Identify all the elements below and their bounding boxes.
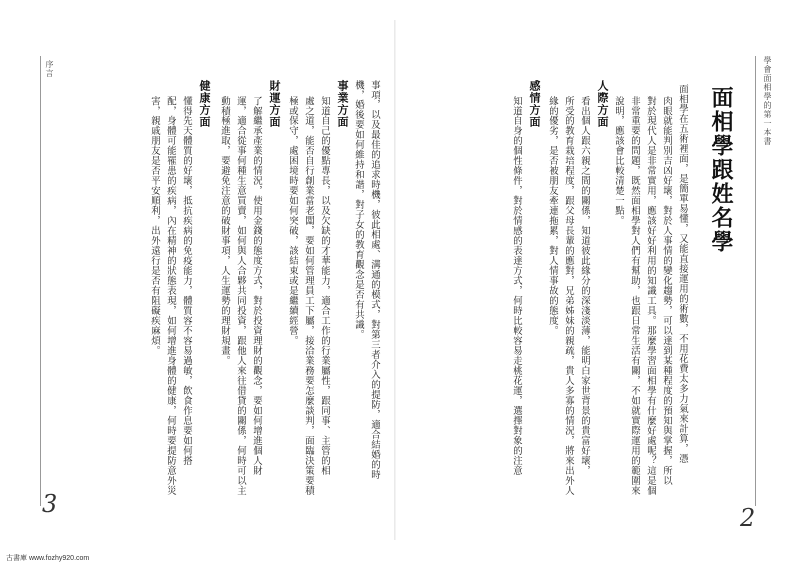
paragraph-column: 肉眼就能判別吉凶好壞，對於人事情的變化趨勢，可以達到某種程度的預知與掌握，所以 (661, 96, 672, 486)
chapter-title: 面相學跟姓名學 (708, 86, 734, 254)
paragraph-column: 處之道，能否自行創業當老闆，要如何管理員工下屬，接洽業務要怎麼談判，面臨決策要積 (303, 96, 314, 496)
paragraph-column: 緣的優劣，是否被朋友牽連拖累，對人情事故的態度。 (547, 96, 558, 336)
paragraph-column: 極或保守，處困境時要如何突破，該結束或是繼續經營。 (287, 96, 298, 346)
paragraph-column: 知道自身的個性條件，對於情感的表達方式，何時比較容易走桃花運，選擇對象的注意 (511, 96, 522, 476)
margin-rule-left (40, 56, 41, 506)
running-head-right: 學會面相學的第一本書 (763, 56, 772, 146)
subhead-finance: 財運方面 (268, 80, 281, 128)
paragraph-column: 配，身體可能罹患的疾病，內在精神的狀態表現，如何增進身體的健康，何時要提防意外災 (165, 96, 176, 496)
paragraph-column: 機，婚後要如何維持和諧，對子女的教育觀念是否有共識。 (353, 80, 364, 340)
paragraph-column: 動積極進取，要避免注意的破財事項，人生運勢的理財規畫。 (219, 96, 230, 366)
paragraph-column: 對於現代人是非常實用，應該好好利用的知識工具。那麼學習面相學有什麼好處呢？這是個 (645, 96, 656, 496)
paragraph-column: 知道自己的優點專長，以及欠缺的才華能力，適合工作的行業屬性，跟同事、主管的相 (319, 96, 330, 476)
margin-rule-right (755, 56, 756, 506)
book-gutter (394, 20, 396, 540)
subhead-interpersonal: 人際方面 (596, 80, 609, 128)
subhead-career: 事業方面 (336, 80, 349, 128)
page-number-left: 3 (42, 490, 58, 518)
paragraph-column: 說明，應該會比較清楚一點。 (613, 96, 624, 226)
page-number-right: 2 (740, 504, 756, 532)
paragraph-column: 所受的教育栽培程度，跟父母長輩的應對，兄弟姊妹的親疏，貴人多寡的情況，將來出外人 (563, 96, 574, 496)
subhead-health: 健康方面 (198, 80, 211, 128)
paragraph-column: 害，親戚朋友是否平安順利，出外遠行是否有阻礙疾麻煩。 (149, 96, 160, 356)
source-watermark: 古書庫 www.fozhy920.com (6, 555, 90, 562)
subhead-emotion: 感情方面 (528, 80, 541, 128)
paragraph-column: 運，適合從事何種生意買賣，如何與人合夥共同投資，跟他人來往借貸的關係，何時可以主 (235, 96, 246, 496)
paragraph-column: 事項，以及最佳的追求時機，彼此相處、溝通的模式，對第三者介入的提防，適合結婚的時 (369, 80, 380, 480)
running-head-left: 序言 (45, 60, 54, 78)
paragraph-column: 看出個人跟六親之間的關係，知道彼此緣分的深淺淡薄，能明白家世背景的貴富好壞， (579, 96, 590, 476)
paragraph-column: 懂得先天體質的好壞，抵抗疾病的免疫能力，體質容不容易過敏，飲食作息要如何搭 (181, 96, 192, 466)
paragraph-column: 面相學在五術裡面，是簡單易懂，又能直接運用的術數，不用花費太多力氣來計算，憑 (677, 84, 688, 464)
paragraph-column: 非常重要的問題，既然面相學對人們有幫助，也跟日常生活有關，不如就實際運用的範圍來 (629, 96, 640, 496)
paragraph-column: 了解繼承產業的情況，使用金錢的態度方式，對於投資理財的觀念，要如何增進個人財 (251, 96, 262, 476)
